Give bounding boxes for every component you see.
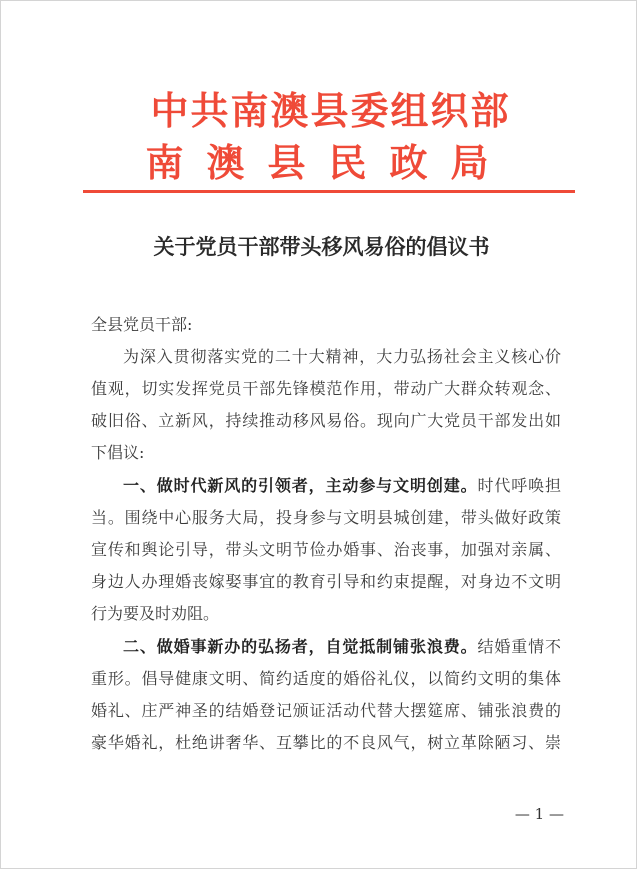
issuing-org-line-1: 中共南澳县委组织部 <box>150 88 511 133</box>
text-line: 行为要及时劝阻。 <box>91 604 220 623</box>
salutation: 全县党员干部: <box>91 315 193 334</box>
paragraph-intro <box>91 341 561 469</box>
text-line: 破旧俗、立新风，持续推动移风易俗。现向广大党员干部发出如 <box>91 411 561 430</box>
paragraph-item-2 <box>91 631 561 759</box>
text-line: 为深入贯彻落实党的二十大精神，大力弘扬社会主义核心价 <box>123 347 561 366</box>
text-line: 下倡议: <box>91 443 145 462</box>
page-number: — 1 — <box>514 805 564 823</box>
text-line <box>91 470 561 502</box>
document-title: 关于党员干部带头移风易俗的倡议书 <box>153 234 490 259</box>
paragraph-item-1 <box>91 470 561 630</box>
item-heading: 二、做婚事新办的弘扬者，自觉抵制铺张浪费。 <box>123 637 478 656</box>
text-line <box>91 631 561 663</box>
red-header-rule <box>83 190 575 193</box>
text-line: 重形。倡导健康文明、简约适度的婚俗礼仪，以简约文明的集体 <box>91 669 561 688</box>
issuing-org-line-2: 南澳县民政局 <box>145 140 512 185</box>
text-line: 值观，切实发挥党员干部先锋模范作用，带动广大群众转观念、 <box>91 379 561 398</box>
text-line: 身边人办理婚丧嫁娶事宜的教育引导和约束提醒，对身边不文明 <box>91 572 561 591</box>
text-line: 当。围绕中心服务大局，投身参与文明县城创建，带头做好政策 <box>91 508 561 527</box>
text-fragment: 结婚重情不 <box>477 637 561 656</box>
text-line: 豪华婚礼，杜绝讲奢华、互攀比的不良风气，树立革除陋习、崇 <box>91 733 561 752</box>
item-heading: 一、做时代新风的引领者，主动参与文明创建。 <box>123 476 478 495</box>
text-line: 宣传和舆论引导，带头文明节俭办婚事、治丧事，加强对亲属、 <box>91 540 561 559</box>
text-line: 婚礼、庄严神圣的结婚登记颁证活动代替大摆筵席、铺张浪费的 <box>91 701 561 720</box>
text-fragment: 时代呼唤担 <box>477 476 561 495</box>
